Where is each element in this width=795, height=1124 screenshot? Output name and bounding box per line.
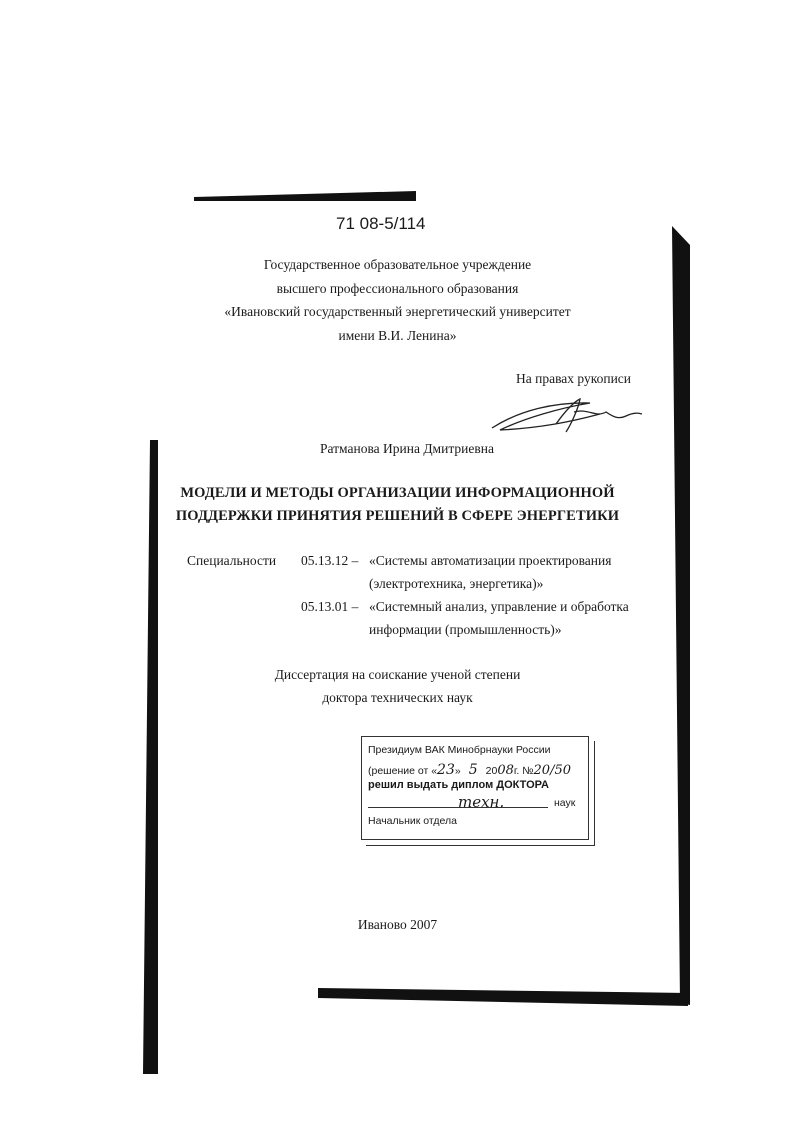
title-line-1: МОДЕЛИ И МЕТОДЫ ОРГАНИЗАЦИИ ИНФОРМАЦИОННОЙ: [180, 485, 615, 501]
stamp-line-5: Начальник отдела: [368, 815, 457, 827]
stamp-line-2: [368, 762, 571, 778]
stamp-field-suffix: наук: [554, 797, 576, 809]
specialty-name-2-line-1: «Системный анализ, управление и обработка: [369, 599, 629, 614]
stamp-day: 23: [437, 762, 455, 778]
stamp-year: 08: [497, 763, 514, 778]
institution-line-2: высшего профессионального образования: [276, 281, 519, 296]
degree-line-2: доктора технических наук: [322, 690, 473, 705]
institution-line-4: имени В.И. Ленина»: [338, 328, 457, 343]
specialty-name-1-line-2: (электротехника, энергетика)»: [369, 576, 544, 591]
stamp-century: 20: [485, 765, 498, 777]
specialty-code-1: 05.13.12 –: [301, 553, 359, 568]
rights-note: На правах рукописи: [516, 371, 632, 386]
approval-stamp: [361, 736, 589, 840]
stamp-field: техн.: [458, 793, 505, 811]
specialty-name-1-line-1: «Системы автоматизации проектирования: [369, 553, 612, 568]
stamp-line-1: Президиум ВАК Минобрнауки России: [368, 744, 551, 756]
stamp-month: 5: [468, 762, 478, 778]
city-year: Иваново 2007: [357, 917, 438, 932]
institution-line-1: Государственное образовательное учреждение: [263, 257, 532, 272]
stamp-number: 20/50: [533, 763, 571, 778]
stamp-number-label: г. №: [513, 765, 534, 777]
scan-edge-top: [194, 191, 416, 201]
institution-line-3: «Ивановский государственный энергетический университет: [224, 304, 571, 319]
stamp-line-3: решил выдать диплом ДОКТОРА: [368, 779, 549, 791]
title-line-2: ПОДДЕРЖКИ ПРИНЯТИЯ РЕШЕНИЙ В СФЕРЕ ЭНЕРГЕТИКИ: [175, 508, 620, 524]
degree-line-1: Диссертация на соискание ученой степени: [274, 667, 521, 682]
document-number: 71 08-5/114: [336, 214, 426, 233]
author-name: Ратманова Ирина Дмитриевна: [320, 441, 494, 456]
specialty-label: Специальности: [187, 553, 277, 568]
specialty-name-2-line-2: информации (промышленность)»: [369, 622, 562, 637]
specialty-code-2: 05.13.01 –: [301, 599, 359, 614]
stamp-date-sep: »: [454, 765, 461, 777]
scan-edge-bottom: [318, 988, 688, 1006]
scan-edge-left: [143, 440, 158, 1074]
stamp-date-prefix: (решение от «: [368, 765, 438, 777]
signature: [492, 399, 642, 432]
